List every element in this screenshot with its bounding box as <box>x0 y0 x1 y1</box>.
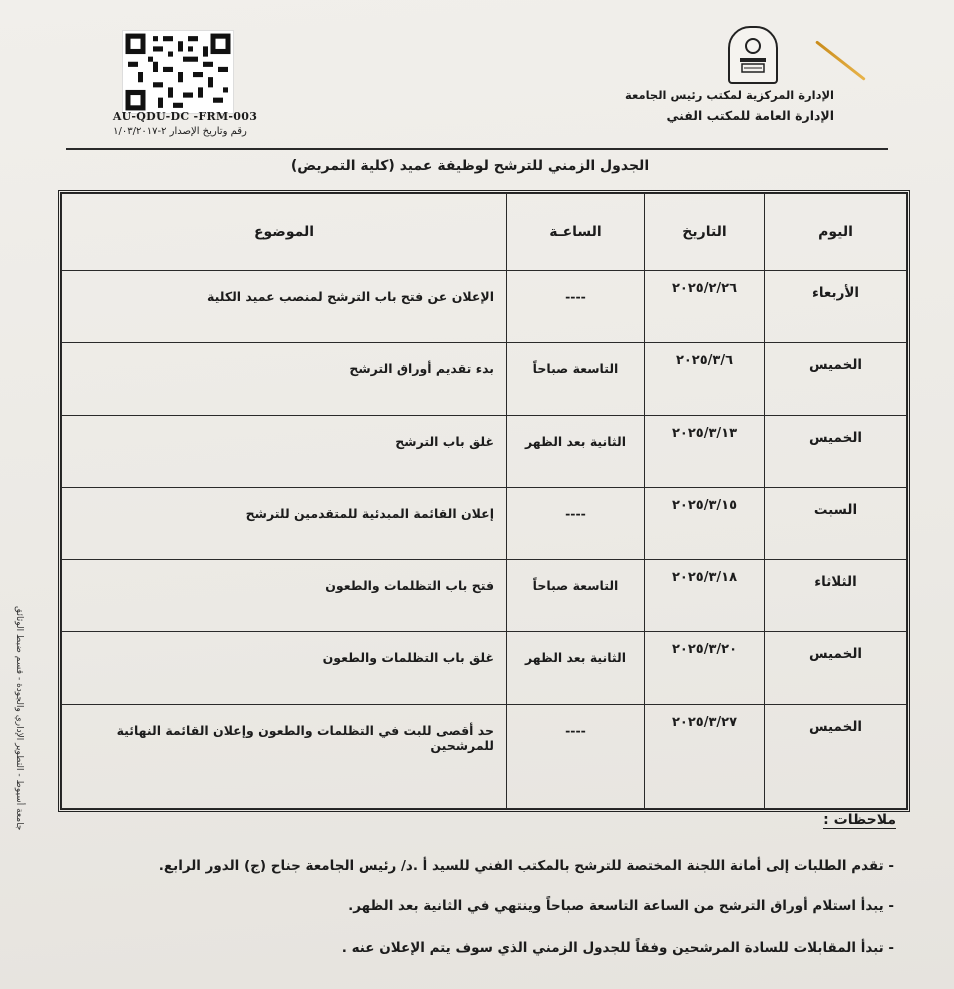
cell-time: التاسعة صباحاً <box>507 560 645 632</box>
cell-time: ---- <box>507 271 645 343</box>
cell-time: الثانية بعد الظهر <box>507 632 645 704</box>
header-topic: الموضوع <box>62 194 507 271</box>
cell-topic: فتح باب التظلمات والطعون <box>62 560 507 632</box>
header-time: الساعـة <box>507 194 645 271</box>
table-header-row <box>62 194 907 271</box>
schedule-table <box>61 193 907 809</box>
org-line-2: الإدارة العامة للمكتب الفني <box>666 108 834 123</box>
note-item: - تقدم الطلبات إلى أمانة اللجنة المختصة للترشح بالمكتب الفني للسيد أ .د/ رئيس الجامعة جناح (ج) الدور الرابع. <box>158 858 894 874</box>
cell-day: الأربعاء <box>765 271 907 343</box>
table-row <box>62 632 907 704</box>
pen-stroke-mark <box>815 40 866 81</box>
title-main: الجدول الزمني للترشح لوظيفة عميد <box>399 158 650 174</box>
header-date: التاريخ <box>645 194 765 271</box>
cell-day: الثلاثاء <box>765 560 907 632</box>
table-row <box>62 560 907 632</box>
side-margin-note: جامعة أسيوط - التطوير الإداري والجودة - قسم ضبط الوثائق <box>14 605 24 830</box>
cell-date: ٢٠٢٥/٣/١٣ <box>645 415 765 487</box>
form-code: AU-QDU-DC -FRM-003 <box>112 110 258 123</box>
cell-day: الخميس <box>765 343 907 415</box>
schedule-table-frame <box>58 190 910 812</box>
note-item: - يبدأ استلام أوراق الترشح من الساعة التاسعة صباحاً وينتهي في الثانية بعد الظهر. <box>348 898 894 914</box>
table-row <box>62 704 907 808</box>
qr-code <box>122 30 234 114</box>
cell-time: ---- <box>507 704 645 808</box>
cell-date: ٢٠٢٥/٢/٢٦ <box>645 271 765 343</box>
cell-topic: غلق باب الترشح <box>62 415 507 487</box>
table-row <box>62 415 907 487</box>
cell-topic: الإعلان عن فتح باب الترشح لمنصب عميد الكلية <box>62 271 507 343</box>
cell-topic: إعلان القائمة المبدئية للمتقدمين للترشح <box>62 487 507 559</box>
title-faculty: (كلية التمريض) <box>290 158 395 174</box>
cell-day: الخميس <box>765 632 907 704</box>
header-divider <box>66 148 888 150</box>
cell-topic: حد أقصى للبت في التظلمات والطعون وإعلان القائمة النهائية للمرشحين <box>62 704 507 808</box>
org-line-1: الإدارة المركزية لمكتب رئيس الجامعة <box>625 88 834 102</box>
header-day: اليوم <box>765 194 907 271</box>
page-title <box>280 158 660 174</box>
notes-title: ملاحظات : <box>823 812 896 828</box>
issue-date-line: رقم وتاريخ الإصدار ٢-١/٠٣/٢٠١٧ <box>113 126 247 137</box>
cell-date: ٢٠٢٥/٣/٢٧ <box>645 704 765 808</box>
cell-time: التاسعة صباحاً <box>507 343 645 415</box>
table-row <box>62 487 907 559</box>
cell-day: السبت <box>765 487 907 559</box>
cell-date: ٢٠٢٥/٣/١٨ <box>645 560 765 632</box>
table-row <box>62 271 907 343</box>
cell-date: ٢٠٢٥/٣/٦ <box>645 343 765 415</box>
note-item: - تبدأ المقابلات للسادة المرشحين وفقاً للجدول الزمني الذي سوف يتم الإعلان عنه . <box>341 940 894 956</box>
cell-topic: بدء تقديم أوراق الترشح <box>62 343 507 415</box>
cell-time: ---- <box>507 487 645 559</box>
cell-time: الثانية بعد الظهر <box>507 415 645 487</box>
cell-day: الخميس <box>765 704 907 808</box>
cell-date: ٢٠٢٥/٣/٢٠ <box>645 632 765 704</box>
table-row <box>62 343 907 415</box>
cell-day: الخميس <box>765 415 907 487</box>
university-logo-icon <box>728 26 778 84</box>
cell-topic: غلق باب التظلمات والطعون <box>62 632 507 704</box>
cell-date: ٢٠٢٥/٣/١٥ <box>645 487 765 559</box>
